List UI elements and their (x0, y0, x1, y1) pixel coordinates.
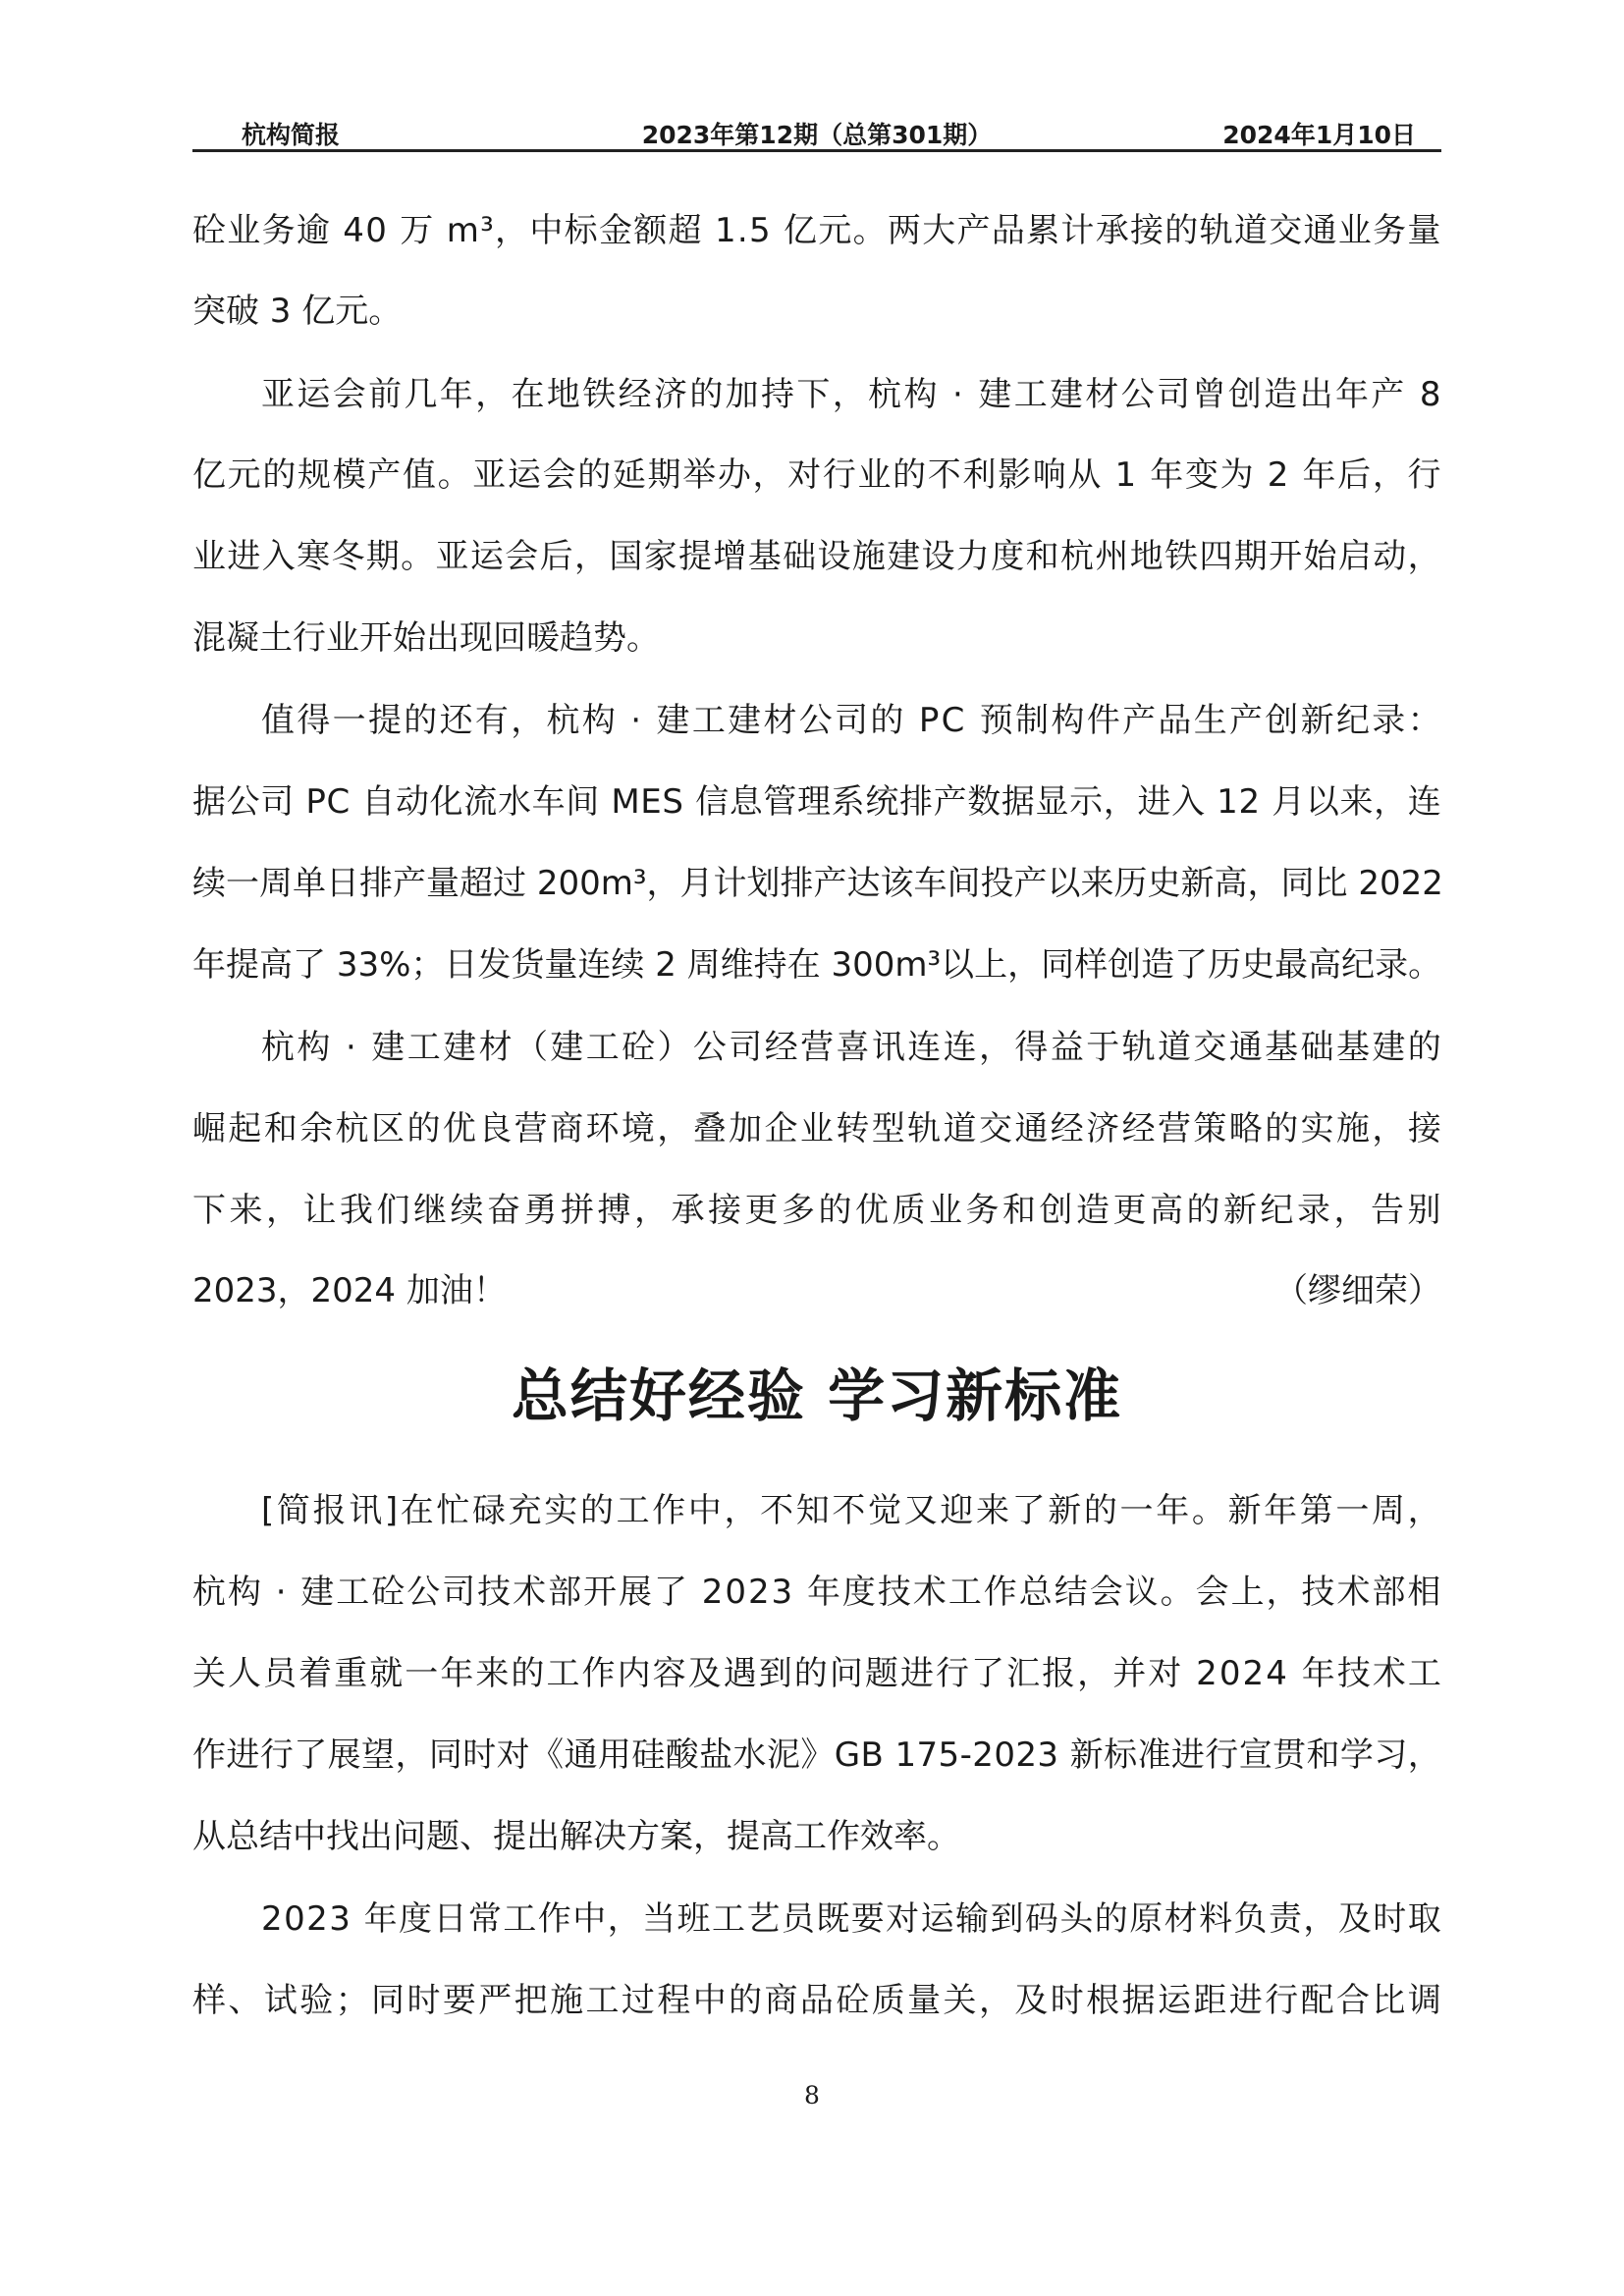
article-line: 从总结中找出问题、提出解决方案，提高工作效率。 (192, 1817, 960, 1856)
body-line: 2023，2024 加油！ (192, 1271, 507, 1310)
body-line: 续 一 周 单 日 排 产 量 超 过 2 0 0 m ³ ， 月 计 划 排 产 达 该 车 间 投 产 以 来 历 史 新 高 ， 同 比 2 0 2 2 (192, 864, 1443, 903)
article-line: 样 、 试 验 ； 同 时 要 严 把 施 工 过 程 中 的 商 品 砼 质 量 关 ， 及 时 根 据 运 距 进 行 配 合 比 调 (192, 1981, 1441, 2020)
body-line: 砼 业 务 逾 4 0 万 m ³ ， 中 标 金 额 超 1 . 5 亿 元 。 两 大 产 品 累 计 承 接 的 轨 道 交 通 业 务 量 (192, 211, 1441, 250)
body-line: 突破 3 亿元。 (192, 292, 403, 331)
body-last-line (192, 1269, 1441, 1312)
article-line: 杭 构 · 建 工 砼 公 司 技 术 部 开 展 了 2 0 2 3 年 度 技 术 工 作 总 结 会 议 。 会 上 ， 技 术 部 相 (192, 1573, 1441, 1612)
author-signature: （缪细荣） (1274, 1271, 1441, 1310)
article-line: [ 简 报 讯 ] 在 忙 碌 充 实 的 工 作 中 ， 不 知 不 觉 又 迎 来 了 新 的 一 年 。 新 年 第 一 周 ， (261, 1491, 1441, 1530)
header-issue: 2023年第12期（总第301期） (641, 121, 993, 149)
body-line: 值 得 一 提 的 还 有 ， 杭 构 · 建 工 建 材 公 司 的 P C 预 制 构 件 产 品 生 产 创 新 纪 录 ： (261, 701, 1441, 740)
body-line: 下 来 ， 让 我 们 继 续 奋 勇 拼 搏 ， 承 接 更 多 的 优 质 业 务 和 创 造 更 高 的 新 纪 录 ， 告 别 (192, 1191, 1441, 1230)
body-line: 亿 元 的 规 模 产 值 。 亚 运 会 的 延 期 举 办 ， 对 行 业 的 不 利 影 响 从 1 年 变 为 2 年 后 ， 行 (192, 455, 1441, 495)
article-line: 关 人 员 着 重 就 一 年 来 的 工 作 内 容 及 遇 到 的 问 题 进 行 了 汇 报 ， 并 对 2 0 2 4 年 技 术 工 (192, 1654, 1441, 1693)
body-line: 据 公 司 P C 自 动 化 流 水 车 间 M E S 信 息 管 理 系 统 排 产 数 据 显 示 ， 进 入 1 2 月 以 来 ， 连 (192, 782, 1441, 822)
page-header (192, 110, 1441, 152)
body-line: 业 进 入 寒 冬 期 。 亚 运 会 后 ， 国 家 提 增 基 础 设 施 建 设 力 度 和 杭 州 地 铁 四 期 开 始 启 动 ， (192, 537, 1441, 576)
article-line: 作 进 行 了 展 望 ， 同 时 对 《 通 用 硅 酸 盐 水 泥 》 G B 1 7 5 - 2 0 2 3 新 标 准 进 行 宣 贯 和 学 习 ， (192, 1735, 1441, 1775)
body-line: 杭 构 · 建 工 建 材 （ 建 工 砼 ） 公 司 经 营 喜 讯 连 连 ， 得 益 于 轨 道 交 通 基 础 基 建 的 (261, 1028, 1441, 1067)
body-line: 崛 起 和 余 杭 区 的 优 良 营 商 环 境 ， 叠 加 企 业 转 型 轨 道 交 通 经 济 经 营 策 略 的 实 施 ， 接 (192, 1109, 1441, 1148)
article-title: 总结好经验 学习新标准 (511, 1362, 1123, 1429)
body-line: 混凝土行业开始出现回暖趋势。 (192, 618, 660, 658)
page-number: 8 (804, 2081, 820, 2109)
header-publication-name: 杭构简报 (242, 121, 341, 149)
article-line: 2 0 2 3 年 度 日 常 工 作 中 ， 当 班 工 艺 员 既 要 对 运 输 到 码 头 的 原 材 料 负 责 ， 及 时 取 (261, 1899, 1441, 1939)
body-line: 亚 运 会 前 几 年 ， 在 地 铁 经 济 的 加 持 下 ， 杭 构 · 建 工 建 材 公 司 曾 创 造 出 年 产 8 (261, 375, 1441, 414)
body-line: 年 提 高 了 3 3 % ； 日 发 货 量 连 续 2 周 维 持 在 3 0 0 m ³ 以 上 ， 同 样 创 造 了 历 史 最 高 纪 录 。 (192, 945, 1442, 985)
header-date: 2024年1月10日 (1222, 121, 1416, 149)
